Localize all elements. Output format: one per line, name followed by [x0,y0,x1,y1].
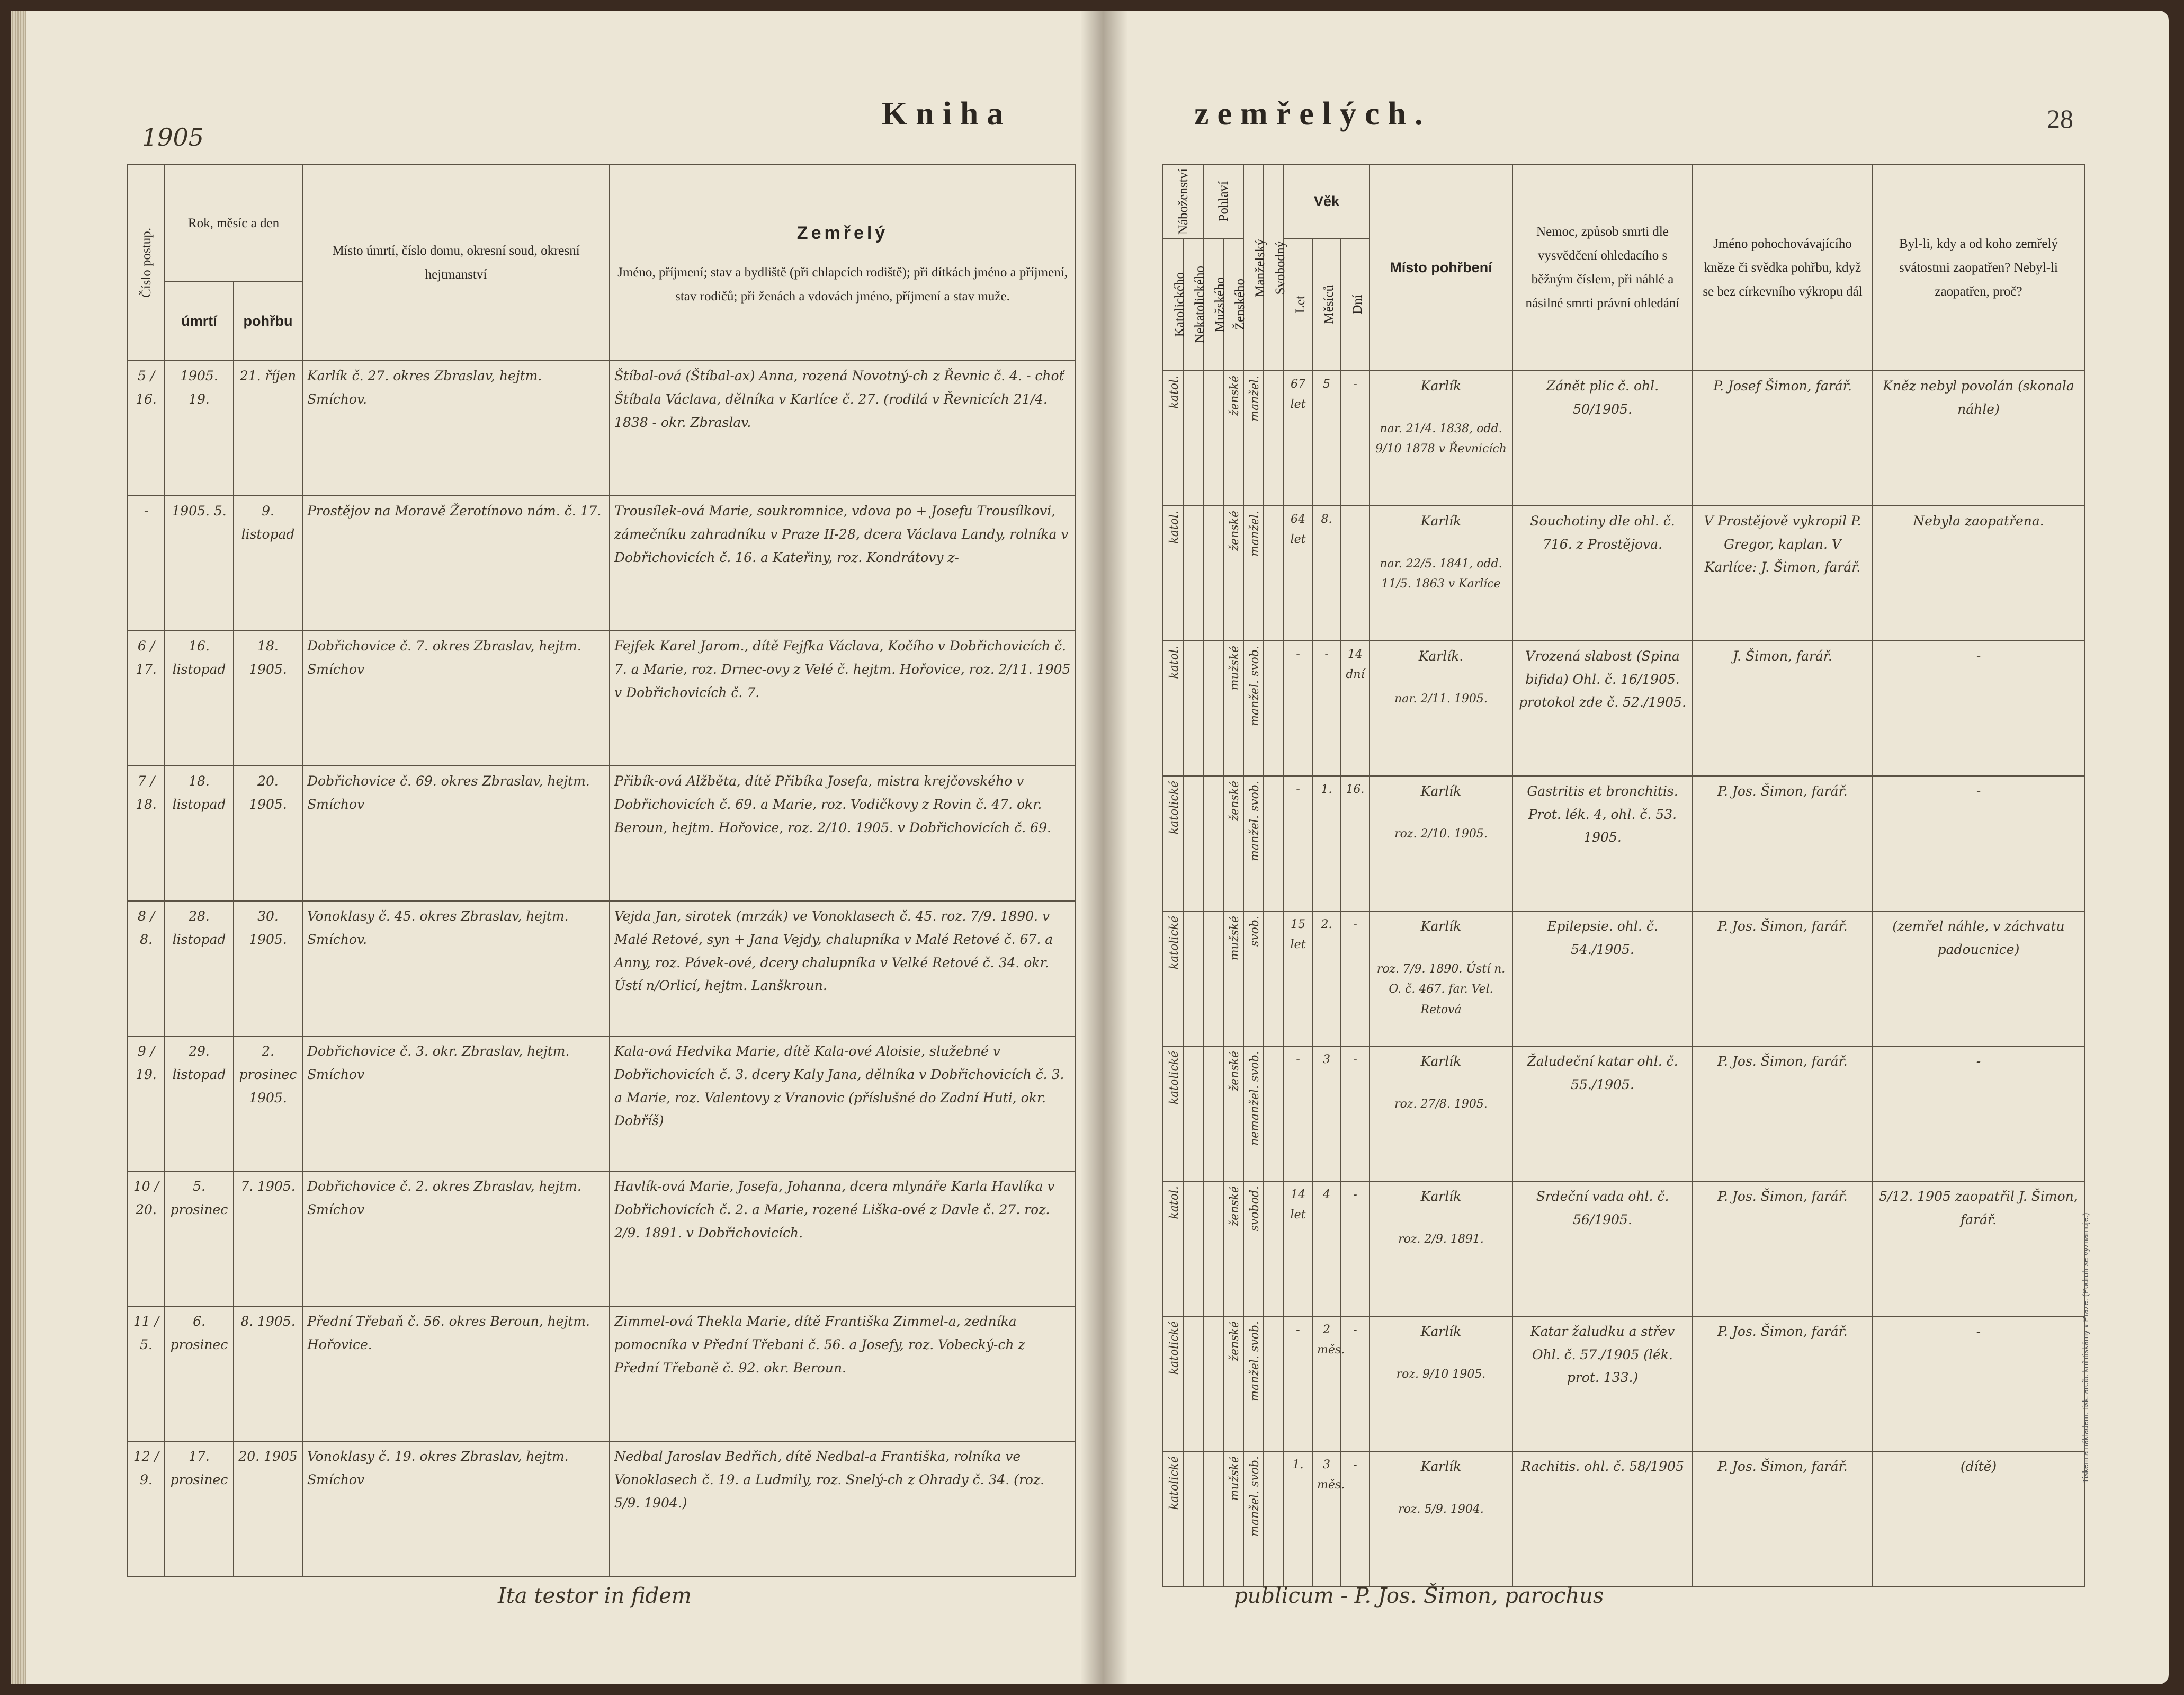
entry-pohrbu: 8. 1905. [234,1306,302,1441]
entry-let: 15 let [1284,911,1312,1046]
entry-nekatolicke [1183,371,1203,506]
header-umrti: úmrtí [165,281,234,361]
entry-nabozenstvi: katol. [1163,1181,1183,1316]
entry-pohrbu: 30. 1905. [234,901,302,1036]
header-cislo: Číslo postup. [128,165,165,361]
entry-pohrbeni: Karlík roz. 9/10 1905. [1370,1316,1512,1451]
header-misto: Místo úmrtí, číslo domu, okresní soud, okresní hejtmanství [302,165,610,361]
entry-cislo: 12 / 9. [128,1441,165,1576]
header-nemoc: Nemoc, způsob smrti dle vysvědčení ohledacího s běžným číslem, při náhlé a násilné smrti právní ohledání [1512,165,1693,371]
entry-stav: manžel. svob. [1243,776,1264,911]
entry-knez: P. Jos. Šimon, farář. [1693,1451,1873,1586]
right-entry-row [1163,776,2084,911]
entry-zaopatren: - [1873,776,2084,911]
entry-pohrbu: 7. 1905. [234,1171,302,1306]
entry-pohlavi: ženské [1223,371,1243,506]
header-nekatolicke: Nekatolického [1183,238,1203,371]
entry-umrti: 5. prosinec [165,1171,234,1306]
left-entry-row [128,901,1076,1036]
entry-svobodny [1264,371,1284,506]
entry-cislo: 9 / 19. [128,1036,165,1171]
entry-nekatolicke [1183,1181,1203,1316]
entry-dni: 16. [1341,776,1370,911]
entry-pohrbeni: Karlík nar. 22/5. 1841, odd. 11/5. 1863 v Karlíce [1370,506,1512,641]
header-mesicu: Měsíců [1312,238,1341,371]
entry-knez: P. Josef Šimon, farář. [1693,371,1873,506]
entry-datum: roz. 2/9. 1891. [1398,1232,1484,1246]
entry-muzske [1203,1451,1223,1586]
right-entry-row [1163,371,2084,506]
entry-nemoc: Katar žaludku a střev Ohl. č. 57./1905 (lék. prot. 133.) [1512,1316,1693,1451]
entry-umrti: 1905. 19. [165,361,234,496]
header-misto-pohrbeni: Místo pohřbení [1370,165,1512,371]
entry-cislo: 8 / 8. [128,901,165,1036]
entry-nabozenstvi: katol. [1163,506,1183,641]
entry-pohrbu: 9. listopad [234,496,302,631]
entry-pohrbeni: Karlík roz. 27/8. 1905. [1370,1046,1512,1181]
header-let: Let [1284,238,1312,371]
entry-pohrbeni: Karlík roz. 5/9. 1904. [1370,1451,1512,1586]
entry-dni: - [1341,1046,1370,1181]
entry-umrti: 16. listopad [165,631,234,766]
entry-dni: - [1341,911,1370,1046]
title-left: Kniha [882,96,1012,132]
entry-knez: V Prostějově vykropil P. Gregor, kaplan. V Karlíce: J. Šimon, farář. [1693,506,1873,641]
entry-misto: Prostějov na Moravě Žerotínovo nám. č. 17. [302,496,610,631]
entry-nekatolicke [1183,1046,1203,1181]
left-entry-row [128,1171,1076,1306]
entry-dni: - [1341,371,1370,506]
entry-zaopatren: 5/12. 1905 zaopatřil J. Šimon, farář. [1873,1181,2084,1316]
entry-pohlavi: ženské [1223,1316,1243,1451]
entry-nabozenstvi: katolické [1163,1451,1183,1586]
entry-let: 64 let [1284,506,1312,641]
entry-nekatolicke [1183,911,1203,1046]
entry-let: 14 let [1284,1181,1312,1316]
entry-misto: Dobřichovice č. 7. okres Zbraslav, hejtm. Smíchov [302,631,610,766]
printer-imprint: Tiskem a nákladem: tisk. arcib. knihtiskárny v Praze. (Podruh se vyznamuje.) [2081,1212,2090,1483]
entry-stav: manžel. svob. [1243,641,1264,776]
left-entry-row [128,1306,1076,1441]
entry-misto: Dobřichovice č. 69. okres Zbraslav, hejtm. Smíchov [302,766,610,901]
entry-svobodny [1264,1181,1284,1316]
left-entry-row [128,766,1076,901]
entry-pohrbeni: Karlík nar. 21/4. 1838, odd. 9/10 1878 v Řevnicích [1370,371,1512,506]
entry-let: - [1284,641,1312,776]
entry-misto: Vonoklasy č. 45. okres Zbraslav, hejtm. Smíchov. [302,901,610,1036]
entry-pohlavi: ženské [1223,506,1243,641]
left-register-table [127,164,1076,1577]
entry-zemrely: Fejfek Karel Jarom., dítě Fejfka Václava, Kočího v Dobřichovicích č. 7. a Marie, roz. Drnec-ovy z Velé č. hejtm. Hořovice, roz. 2/11. 1905 v Dobřichovicích č. 7. [610,631,1076,766]
entry-pohlavi: ženské [1223,776,1243,911]
entry-umrti: 6. prosinec [165,1306,234,1441]
entry-stav: manžel. [1243,506,1264,641]
entry-svobodny [1264,911,1284,1046]
entry-pohrbu: 18. 1905. [234,631,302,766]
left-entry-row [128,1441,1076,1576]
entry-dni: - [1341,1316,1370,1451]
entry-zemrely: Přibík-ová Alžběta, dítě Přibíka Josefa, mistra krejčovského v Dobřichovicích č. 69. a Marie, roz. Vodičkovy z Rovin č. 47. okr. Beroun, hejtm. Hořovice, roz. 2/10. 1905. v Dobřichovicích č. 69. [610,766,1076,901]
right-entry-row [1163,506,2084,641]
entry-datum: nar. 22/5. 1841, odd. 11/5. 1863 v Karlíce [1380,557,1502,591]
header-nabozenstvi: Náboženství [1163,165,1203,238]
entry-muzske [1203,1181,1223,1316]
entry-mesicu: 5 [1312,371,1341,506]
entry-nemoc: Epilepsie. ohl. č. 54./1905. [1512,911,1693,1046]
entry-nemoc: Žaludeční katar ohl. č. 55./1905. [1512,1046,1693,1181]
entry-let: 1. [1284,1451,1312,1586]
entry-muzske [1203,1046,1223,1181]
entry-muzske [1203,641,1223,776]
header-manzelsky: Manželský [1243,165,1264,371]
entry-dni: - [1341,1451,1370,1586]
entry-stav: svob. [1243,911,1264,1046]
entry-svobodny [1264,1316,1284,1451]
entry-nemoc: Souchotiny dle ohl. č. 716. z Prostějova. [1512,506,1693,641]
entry-mesicu: - [1312,641,1341,776]
entry-zaopatren: - [1873,641,2084,776]
right-register-table [1162,164,2085,1587]
entry-cislo: - [128,496,165,631]
entry-svobodny [1264,1046,1284,1181]
entry-umrti: 17. prosinec [165,1441,234,1576]
entry-mesicu: 3 měs. [1312,1451,1341,1586]
entry-svobodny [1264,506,1284,641]
entry-datum: roz. 9/10 1905. [1396,1367,1486,1381]
header-katolicke: Katolického [1163,238,1183,371]
entry-svobodny [1264,1451,1284,1586]
entry-cislo: 7 / 18. [128,766,165,901]
entry-misto: Dobřichovice č. 3. okr. Zbraslav, hejtm. Smíchov [302,1036,610,1171]
header-dni: Dní [1341,238,1370,371]
right-entry-row [1163,1451,2084,1586]
entry-knez: P. Jos. Šimon, farář. [1693,911,1873,1046]
entry-nekatolicke [1183,641,1203,776]
entry-let: 67 let [1284,371,1312,506]
entry-pohlavi: mužské [1223,641,1243,776]
entry-pohlavi: ženské [1223,1181,1243,1316]
left-entry-row [128,496,1076,631]
entry-svobodny [1264,776,1284,911]
entry-dni: 14 dní [1341,641,1370,776]
entry-zaopatren: - [1873,1316,2084,1451]
entry-nekatolicke [1183,776,1203,911]
entry-pohrbeni: Karlík roz. 2/10. 1905. [1370,776,1512,911]
header-muzske: Mužského [1203,238,1223,371]
entry-pohlavi: mužské [1223,911,1243,1046]
entry-datum: roz. 2/10. 1905. [1394,827,1488,841]
right-entry-row [1163,641,2084,776]
entry-umrti: 1905. 5. [165,496,234,631]
header-pohrbu: pohřbu [234,281,302,361]
entry-cislo: 6 / 17. [128,631,165,766]
entry-zemrely: Vejda Jan, sirotek (mrzák) ve Vonoklasech č. 45. roz. 7/9. 1890. v Malé Retové, syn + Jana Vejdy, chalupníka v Malé Retové č. 67. a Anny, roz. Pávek-ové, dcery chalupníka v Velké Retové č. 34. okr. Ústí n/Orlicí, hejtm. Lanškroun. [610,901,1076,1036]
right-entry-row [1163,1316,2084,1451]
entry-knez: P. Jos. Šimon, farář. [1693,1316,1873,1451]
entry-pohrbeni: Karlík roz. 2/9. 1891. [1370,1181,1512,1316]
footer-right: publicum - P. Jos. Šimon, parochus [1234,1584,1604,1608]
entry-pohlavi: mužské [1223,1451,1243,1586]
entry-nemoc: Srdeční vada ohl. č. 56/1905. [1512,1181,1693,1316]
entry-datum: nar. 21/4. 1838, odd. 9/10 1878 v Řevnicích [1375,422,1507,456]
entry-pohrbeni: Karlík roz. 7/9. 1890. Ústí n. O. č. 467. far. Vel. Retová [1370,911,1512,1046]
entry-umrti: 29. listopad [165,1036,234,1171]
entry-let: - [1284,1316,1312,1451]
entry-mesicu: 2 měs. [1312,1316,1341,1451]
entry-nekatolicke [1183,1316,1203,1451]
entry-zaopatren: (zemřel náhle, v záchvatu padoucnice) [1873,911,2084,1046]
title-right: zemřelých. [1194,96,1431,132]
entry-knez: P. Jos. Šimon, farář. [1693,1046,1873,1181]
left-entry-row [128,1036,1076,1171]
entry-let: - [1284,1046,1312,1181]
page-edge-leaves [11,11,26,1684]
entry-dni: - [1341,1181,1370,1316]
header-vek: Věk [1284,165,1370,238]
entry-pohrbu: 21. říjen [234,361,302,496]
page-number: 28 [2047,104,2073,133]
entry-zemrely: Kala-ová Hedvika Marie, dítě Kala-ové Aloisie, služebné v Dobřichovicích č. 3. dcery Kaly Jana, dělníka v Dobřichovicích č. 3. a Marie, roz. Valentovy z Vranovic (příslušné do Zadní Huti, okr. Dobříš) [610,1036,1076,1171]
header-pohrbivajici: Jméno pohochovávajícího kněze či svědka pohřbu, když se bez církevního výkropu dál [1693,165,1873,371]
entry-nemoc: Vrozená slabost (Spina bifida) Ohl. č. 16/1905. protokol zde č. 52./1905. [1512,641,1693,776]
entry-pohrbu: 2. prosinec 1905. [234,1036,302,1171]
entry-mesicu: 2. [1312,911,1341,1046]
entry-umrti: 28. listopad [165,901,234,1036]
entry-knez: P. Jos. Šimon, farář. [1693,1181,1873,1316]
entry-cislo: 5 / 16. [128,361,165,496]
entry-zemrely: Trousílek-ová Marie, soukromnice, vdova po + Josefu Trousílkovi, zámečníku zahradníku v Praze II-28, dcera Václava Landy, rolníka v Dobřichovicích č. 16. a Kateřiny, roz. Kondrátovy z- [610,496,1076,631]
entry-zaopatren: Kněz nebyl povolán (skonala náhle) [1873,371,2084,506]
entry-muzske [1203,911,1223,1046]
header-pohlavi: Pohlaví [1203,165,1243,238]
left-entry-row [128,361,1076,496]
entry-zaopatren: (dítě) [1873,1451,2084,1586]
header-zaopatren: Byl-li, kdy a od koho zemřelý svátostmi zaopatřen? Nebyl-li zaopatřen, proč? [1873,165,2084,371]
entry-cislo: 11 / 5. [128,1306,165,1441]
header-svobodny: Svobodný [1264,165,1284,371]
entry-nabozenstvi: katol. [1163,371,1183,506]
entry-zemrely: Zimmel-ová Thekla Marie, dítě Františka Zimmel-a, zedníka pomocníka v Přední Třebani č. 56. a Josefy, roz. Vobecký-ch z Přední Třebaně č. 92. okr. Beroun. [610,1306,1076,1441]
entry-stav: manžel. [1243,371,1264,506]
entry-misto: Vonoklasy č. 19. okres Zbraslav, hejtm. Smíchov [302,1441,610,1576]
entry-datum: roz. 7/9. 1890. Ústí n. O. č. 467. far. Vel. Retová [1376,962,1506,1016]
entry-zemrely: Štíbal-ová (Štíbal-ax) Anna, rozená Novotný-ch z Řevnic č. 4. - choť Štíbala Václava, dělníka v Karlíce č. 27. (rodilá v Řevnicích 21/4. 1838 - okr. Zbraslav. [610,361,1076,496]
entry-pohlavi: ženské [1223,1046,1243,1181]
entry-knez: J. Šimon, farář. [1693,641,1873,776]
entry-nemoc: Rachitis. ohl. č. 58/1905 [1512,1451,1693,1586]
entry-pohrbu: 20. 1905. [234,766,302,901]
entry-muzske [1203,1316,1223,1451]
entry-nekatolicke [1183,1451,1203,1586]
entry-pohrbeni: Karlík. nar. 2/11. 1905. [1370,641,1512,776]
book-gutter [1080,11,1128,1684]
entry-stav: manžel. svob. [1243,1316,1264,1451]
entry-misto: Dobřichovice č. 2. okres Zbraslav, hejtm. Smíchov [302,1171,610,1306]
header-zemrely: Zemřelý Jméno, příjmení; stav a bydliště (při chlapcích rodiště); při dítkách jméno a příjmení, stav rodičů; při ženách a vdovách jméno, příjmení a stav muže. [610,165,1076,361]
right-entry-row [1163,1181,2084,1316]
entry-let: - [1284,776,1312,911]
entry-nabozenstvi: katol. [1163,641,1183,776]
entry-mesicu: 8. [1312,506,1341,641]
entry-datum: nar. 2/11. 1905. [1394,692,1488,706]
entry-svobodny [1264,641,1284,776]
right-entry-row [1163,1046,2084,1181]
entry-nabozenstvi: katolické [1163,1046,1183,1181]
entry-nekatolicke [1183,506,1203,641]
entry-umrti: 18. listopad [165,766,234,901]
entry-stav: svobod. [1243,1181,1264,1316]
footer-left: Ita testor in fidem [498,1584,692,1608]
entry-misto: Přední Třebaň č. 56. okres Beroun, hejtm. Hořovice. [302,1306,610,1441]
entry-mesicu: 4 [1312,1181,1341,1316]
entry-datum: roz. 5/9. 1904. [1398,1502,1484,1516]
year-note: 1905 [142,123,204,151]
entry-zaopatren: Nebyla zaopatřena. [1873,506,2084,641]
entry-nemoc: Gastritis et bronchitis. Prot. lék. 4, ohl. č. 53. 1905. [1512,776,1693,911]
entry-zemrely: Nedbal Jaroslav Bedřich, dítě Nedbal-a Františka, rolníka ve Vonoklasech č. 19. a Ludmily, roz. Snelý-ch z Ohrady č. 34. (roz. 5/9. 1904.) [610,1441,1076,1576]
entry-nemoc: Zánět plic č. ohl. 50/1905. [1512,371,1693,506]
left-entry-row [128,631,1076,766]
entry-muzske [1203,776,1223,911]
entry-pohrbu: 20. 1905 [234,1441,302,1576]
entry-nabozenstvi: katolické [1163,776,1183,911]
entry-mesicu: 1. [1312,776,1341,911]
entry-muzske [1203,506,1223,641]
entry-mesicu: 3 [1312,1046,1341,1181]
entry-zemrely: Havlík-ová Marie, Josefa, Johanna, dcera mlynáře Karla Havlíka v Dobřichovicích č. 2. a Marie, rozené Liška-ové z Davle č. 27. roz. 2/9. 1891. v Dobřichovicích. [610,1171,1076,1306]
entry-cislo: 10 / 20. [128,1171,165,1306]
entry-misto: Karlík č. 27. okres Zbraslav, hejtm. Smíchov. [302,361,610,496]
entry-dni [1341,506,1370,641]
entry-datum: roz. 27/8. 1905. [1394,1097,1488,1111]
entry-nabozenstvi: katolické [1163,911,1183,1046]
header-rok: Rok, měsíc a den [165,165,302,281]
entry-stav: nemanžel. svob. [1243,1046,1264,1181]
entry-nabozenstvi: katolické [1163,1316,1183,1451]
right-entry-row [1163,911,2084,1046]
entry-zaopatren: - [1873,1046,2084,1181]
entry-stav: manžel. svob. [1243,1451,1264,1586]
entry-muzske [1203,371,1223,506]
header-zenske: Ženského [1223,238,1243,371]
entry-knez: P. Jos. Šimon, farář. [1693,776,1873,911]
